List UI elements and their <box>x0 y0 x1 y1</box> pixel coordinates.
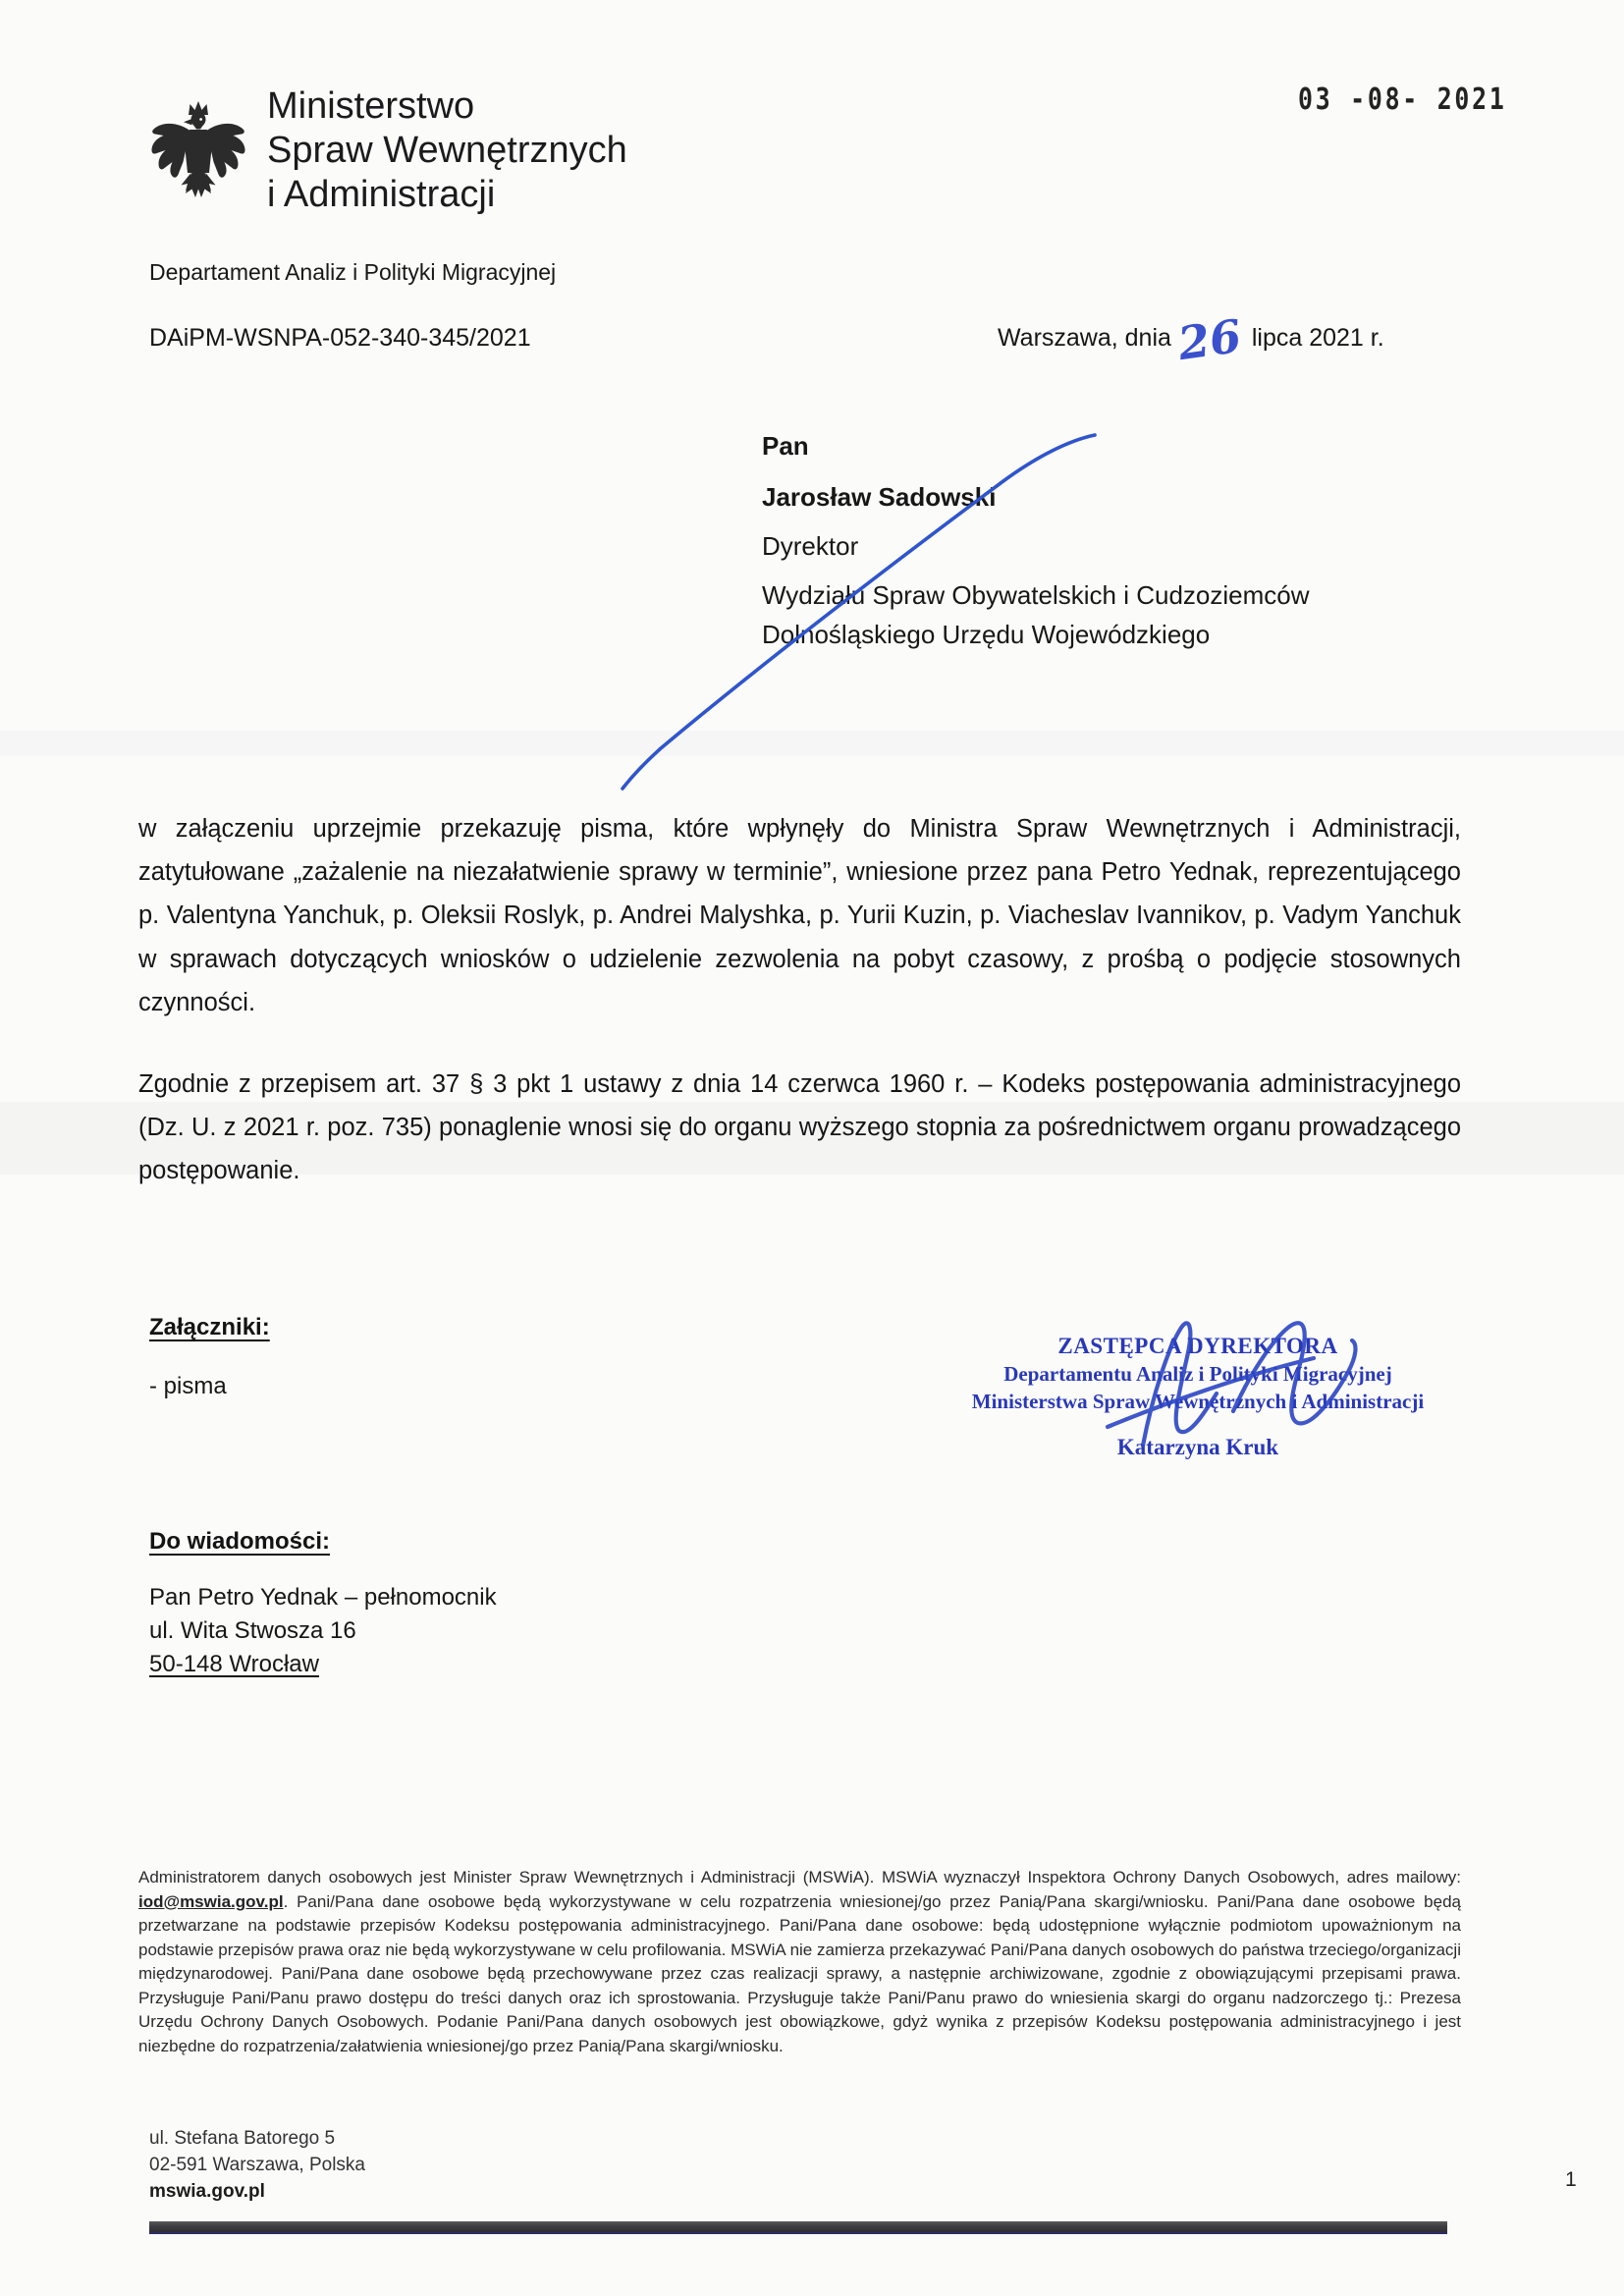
received-date-stamp: 03 -08- 2021 <box>1298 82 1507 117</box>
recipient-org-line1: Wydziału Spraw Obywatelskich i Cudzoziemców <box>762 580 1310 610</box>
cc-heading: Do wiadomości: <box>149 1528 331 1555</box>
stamp-ministry: Ministerstwa Spraw Wewnętrznych i Administracji <box>971 1390 1425 1413</box>
ministry-name-line: i Administracji <box>267 174 496 215</box>
cc-line-1: Pan Petro Yednak – pełnomocnik <box>149 1584 497 1611</box>
cc-line-3: 50-148 Wrocław <box>149 1651 319 1677</box>
footer-address-line-1: ul. Stefana Batorego 5 <box>149 2128 336 2149</box>
handwritten-day: 26 <box>1174 308 1245 371</box>
cc-block <box>149 1581 497 1681</box>
place-date-prefix: Warszawa, dnia <box>998 324 1171 352</box>
body-paragraph-1: w załączeniu uprzejmie przekazuję pisma, które wpłynęły do Ministra Spraw Wewnętrznych i Administracji, zatytułowane „zażalenie na niezałatwienie sprawy w terminie”, wniesione przez pana Petro Yednak, reprezentującego p. Valentyna Yanchuk, p. Oleksii Roslyk, p. Andrei Malyshka, p. Yurii Kuzin, p. Viacheslav Ivannikov, p. Vadym Yanchuk w sprawach dotyczących wniosków o udzielenie zezwolenia na pobyt czasowy, z prośbą o podjęcie stosownych czynności. <box>138 815 1461 1016</box>
recipient-name: Jarosław Sadowski <box>762 482 997 512</box>
department-name: Departament Analiz i Polityki Migracyjnej <box>149 259 557 285</box>
attachments-heading: Załączniki: <box>149 1314 270 1340</box>
stamp-department: Departamentu Analiz i Polityki Migracyjnej <box>1003 1362 1392 1386</box>
stamp-signer-name: Katarzyna Kruk <box>1116 1435 1279 1459</box>
place-date-suffix: lipca 2021 r. <box>1251 324 1384 352</box>
recipient-salutation: Pan <box>762 431 809 461</box>
stamp-title: ZASTĘPCA DYREKTORA <box>1057 1334 1338 1358</box>
privacy-notice <box>138 1866 1461 2058</box>
page-number: 1 <box>1565 2168 1577 2191</box>
bottom-scan-bar <box>149 2221 1447 2234</box>
footer-address-block <box>149 2125 365 2205</box>
reference-number: DAiPM-WSNPA-052-340-345/2021 <box>149 324 531 352</box>
ministry-name-line: Ministerstwo <box>267 85 475 127</box>
scan-artifact-band <box>0 731 1624 756</box>
cc-line-2: ul. Wita Stwosza 16 <box>149 1617 356 1644</box>
footer-website: mswia.gov.pl <box>149 2181 265 2202</box>
footer-address-line-2: 02-591 Warszawa, Polska <box>149 2155 366 2175</box>
recipient-title: Dyrektor <box>762 531 859 561</box>
recipient-block <box>762 428 1351 652</box>
privacy-text-part1: Administratorem danych osobowych jest Minister Spraw Wewnętrznych i Administracji (MSWiA). MSWiA wyznaczył Inspektora Ochrony Danych Osobowych, adres mailowy: <box>138 1868 1461 1886</box>
ministry-name <box>267 84 627 217</box>
recipient-org-line2: Dolnośląskiego Urzędu Wojewódzkiego <box>762 620 1211 649</box>
ministry-name-line: Spraw Wewnętrznych <box>267 130 627 171</box>
eagle-emblem-icon <box>149 94 247 212</box>
body-paragraph-2: Zgodnie z przepisem art. 37 § 3 pkt 1 ustawy z dnia 14 czerwca 1960 r. – Kodeks postępowania administracyjnego (Dz. U. z 2021 r. poz. 735) ponaglenie wnosi się do organu wyższego stopnia za pośrednictwem organu prowadzącego postępowanie. <box>138 1070 1461 1185</box>
attachments-item: - pisma <box>149 1373 227 1399</box>
place-and-date <box>998 308 1384 371</box>
privacy-email-link: iod@mswia.gov.pl <box>138 1891 284 1911</box>
privacy-text-part2: . Pani/Pana dane osobowe będą wykorzystywane w celu rozpatrzenia wniesionej/go przez Panią/Pana skargi/wniosku. Pani/Pana dane osobowe będą przetwarzane na podstawie przepisów Kodeksu postępowania administracyjnego. Pani/Pana dane osobowe: będą udostępnione wyłącznie podmiotom upoważnionym na podstawie przepisów prawa oraz nie będą wykorzystywane w celu profilowania. MSWiA nie zamierza przekazywać Pani/Pana danych osobowych do państwa trzeciego/organizacji międzynarodowej. Pani/Pana dane osobowe będą przechowywane przez czas realizacji sprawy, a następnie archiwizowane, zgodnie z obowiązującymi przepisami prawa. Przysługuje Pani/Panu prawo dostępu do treści danych oraz ich sprostowania. Przysługuje także Pani/Panu prawo do wniesienia skargi do organu nadzorczego tj.: Prezesa Urzędu Ochrony Danych Osobowych. Podanie Pani/Pana danych osobowych jest obowiązkowe, gdyż wynika z przepisów Kodeksu postępowania administracyjnego i jest niezbędne do rozpatrzenia/załatwienia wniesionej/go przez Panią/Pana skargi/wniosku. <box>138 1891 1461 2055</box>
signature-stamp-block <box>962 1334 1434 1460</box>
